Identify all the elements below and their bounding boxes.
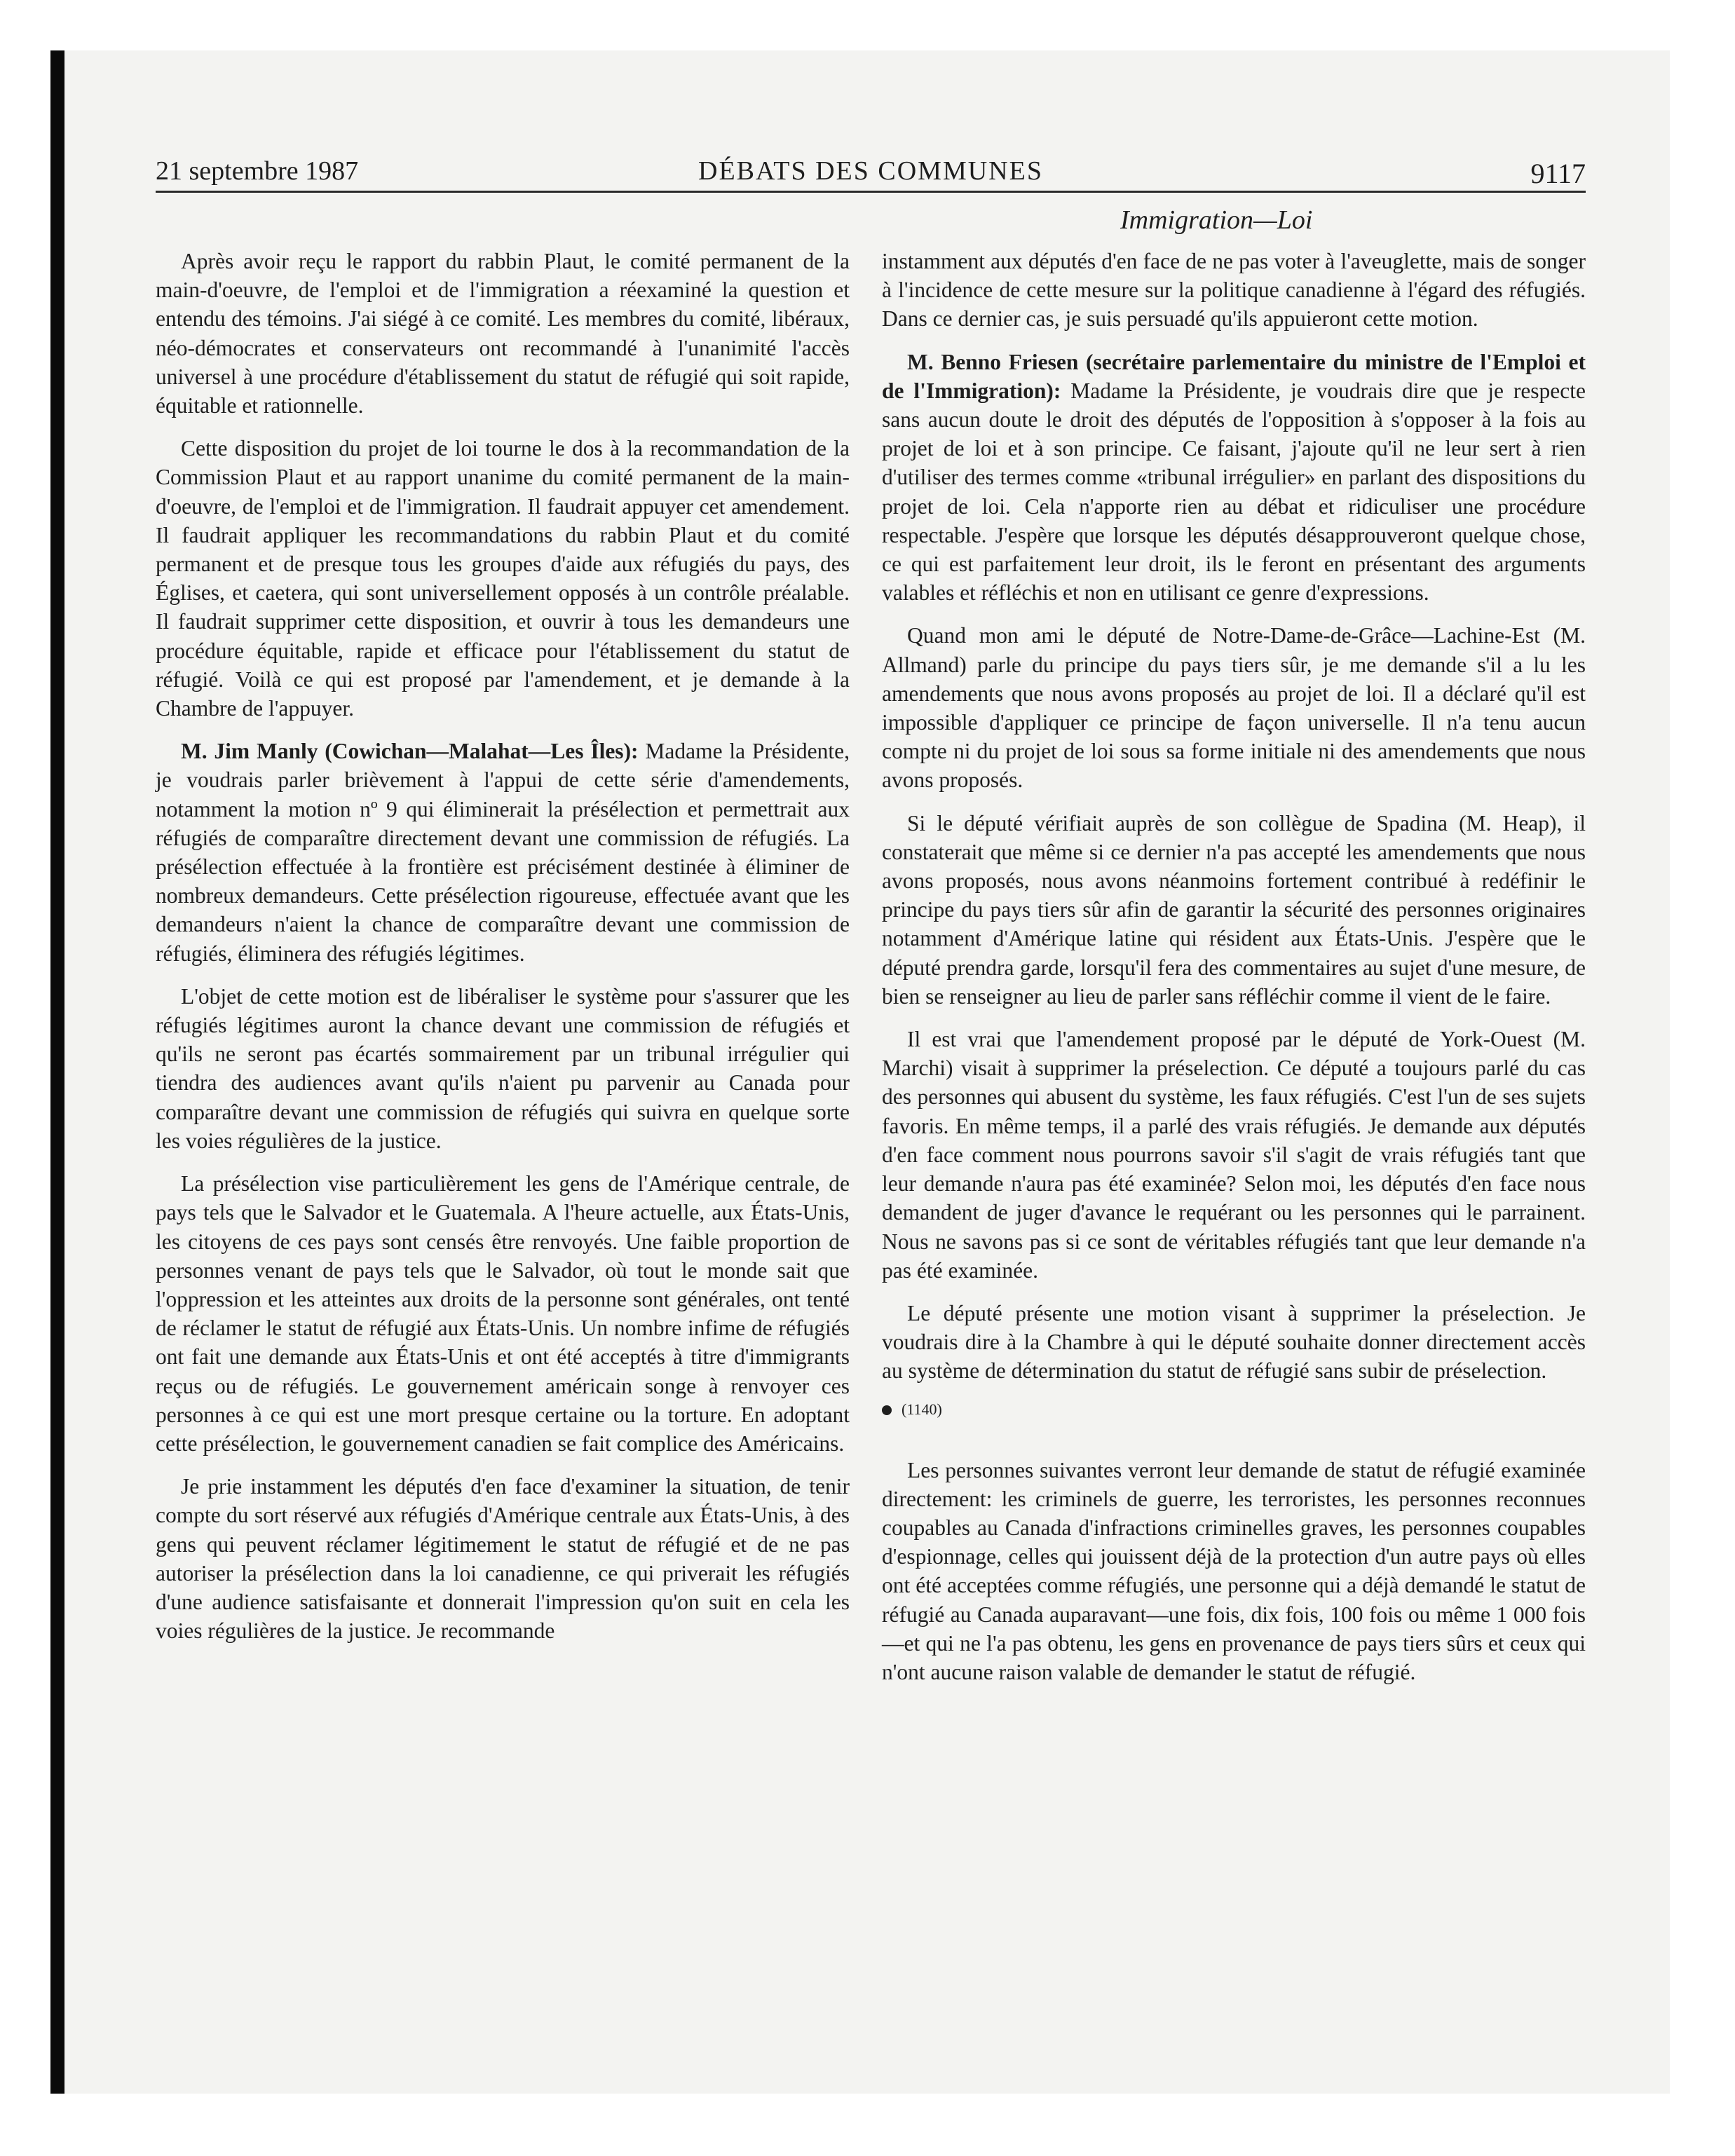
running-head [156,156,1586,193]
bullet-icon [882,1405,892,1415]
header-title: DÉBATS DES COMMUNES [698,156,1043,186]
paragraph: instamment aux députés d'en face de ne pas voter à l'aveuglette, mais de songer à l'incidence de cette mesure sur la politique canadienne à l'égard des réfugiés. Dans ce dernier cas, je suis persuadé qu'ils appuieront cette motion. [882,249,1586,332]
paragraph: Cette disposition du projet de loi tourne le dos à la recommandation de la Commission Plaut et au rapport unanime du comité permanent de la main-d'oeuvre, de l'emploi et de l'immigration. Il faudrait appuyer cet amendement. Il faudrait appliquer les recommandations du rabbin Plaut et du comité permanent et de presque tous les groupes d'aide aux réfugiés du pays, des Églises, et caetera, qui sont universellement opposés à un contrôle préalable. Il faudrait supprimer cette disposition, et ouvrir à tous les demandeurs une procédure équitable, rapide et efficace pour l'établissement du statut de réfugié. Voilà ce qui est proposé par l'amendement, et je demande à la Chambre de l'appuyer. [156,436,850,721]
speech-text: Madame la Présidente, je voudrais dire que je respecte sans aucun doute le droit des députés de l'opposition à s'opposer à la fois au projet de loi et à son principe. Ce faisant, j'ajoute qu'il ne leur sert à rien d'utiliser des termes comme «tribunal irrégulier» en parlant des dispositions du projet de loi. Cela n'apporte rien au débat et ridiculiser une procédure respectable. J'espère que lorsque les députés désapprouveront quelque chose, ce qui est parfaitement leur droit, ils le feront en présentant des arguments valables et réfléchis et non en utilisant ce genre d'expressions. [882,378,1586,606]
paragraph: Si le député vérifiait auprès de son collègue de Spadina (M. Heap), il constaterait que même si ce dernier n'a pas accepté les amendements que nous avons proposés, nous avons néanmoins fortement contribué à redéfinir le principe du pays tiers sûr afin de garantir la sécurité des personnes originaires notamment d'Amérique latine qui résident aux États-Unis. J'espère que le député prendra garde, lorsqu'il fera des commentaires au sujet d'une mesure, de bien se renseigner au lieu de parler sans réfléchir comme il vient de le faire. [882,810,1586,1009]
paragraph: L'objet de cette motion est de libéraliser le système pour s'assurer que les réfugiés légitimes auront la chance devant une commission de réfugiés et qu'ils ne seront pas écartés sommairement par un tribunal irrégulier qui tiendra des audiences avant qu'ils n'aient pu parvenir au Canada pour comparaître devant une commission de réfugiés qui suivra en quelque sorte les voies régulières de la justice. [156,983,850,1153]
paragraph [882,348,1586,608]
paragraph [156,737,850,968]
speaker-name: M. Jim Manly (Cowichan—Malahat—Les Îles): [181,739,639,764]
speaker-name: M. Benno Friesen (secrétaire parlementaire du ministre de l'Emploi et de l'Immigration): [882,349,1586,403]
left-column [156,247,850,1659]
paragraph: Il est vrai que l'amendement proposé par le député de York-Ouest (M. Marchi) visait à supprimer la préselection. Ce député a toujours parlé du cas des personnes qui abusent du système, les faux réfugiés. C'est l'un de ses sujets favoris. En même temps, il a parlé des vrais réfugiés. Je demande aux députés d'en face comment nous pourrons savoir s'il s'agit de vrais réfugiés tant que leur demande n'aura pas été examinée? Selon moi, les députés d'en face nous demandent de juger d'avance le requérant ou les personnes qui le parrainent. Nous ne savons pas si ce sont de véritables réfugiés tant que leur demande n'a pas été examinée. [882,1027,1586,1283]
paragraph: Après avoir reçu le rapport du rabbin Plaut, le comité permanent de la main-d'oeuvre, de l'emploi et de l'immigration a réexaminé la question et entendu des témoins. J'ai siégé à ce comité. Les membres du comité, libéraux, néo-démocrates et conservateurs ont recommandé à l'unanimité l'accès universel à une procédure d'établissement du statut de réfugié qui soit rapide, équitable et rationnelle. [156,249,850,418]
timestamp-marker [882,1400,1586,1419]
timestamp: (1140) [901,1400,942,1418]
paragraph: Le député présente une motion visant à supprimer la préselection. Je voudrais dire à la Chambre à qui le député souhaite donner directement accès au système de détermination du statut de réfugié sans subir de préselection. [882,1300,1586,1384]
paragraph: Quand mon ami le député de Notre-Dame-de-Grâce—Lachine-Est (M. Allmand) parle du principe du pays tiers sûr, je me demande s'il a lu les amendements que nous avons proposés au projet de loi. Il a déclaré qu'il est impossible d'appliquer ce principe de façon universelle. Il n'a tenu aucun compte ni du projet de loi sous sa forme initiale ni des amendements que nous avons proposés. [882,623,1586,793]
paragraph: Les personnes suivantes verront leur demande de statut de réfugié examinée directement: les criminels de guerre, les terroristes, les personnes reconnues coupables au Canada d'infractions criminelles graves, les personnes coupables d'espionnage, celles qui jouissent déjà de la protection d'un autre pays où elles ont été acceptées comme réfugiés, une personne qui a déjà demandé le statut de réfugié au Canada auparavant—une fois, dix fois, 100 fois ou même 1 000 fois—et qui ne l'a pas obtenu, les gens en provenance de pays tiers sûrs et ceux qui n'ont aucune raison valable de demander le statut de réfugié. [882,1457,1586,1684]
section-title: Immigration—Loi [1120,205,1313,235]
speech-text: Madame la Présidente, je voudrais parler brièvement à l'appui de cette série d'amendements, notamment la motion nº 9 qui éliminerait la présélection et permettrait aux réfugiés de comparaître directement devant une commission de réfugiés. La présélection effectuée à la frontière est précisément destinée à éliminer de nombreux demandeurs. Cette présélection rigoureuse, effectuée avant que les demandeurs n'aient la chance de comparaître devant une commission de réfugiés, éliminera des réfugiés légitimes. [156,739,850,966]
paragraph: La présélection vise particulièrement les gens de l'Amérique centrale, de pays tels que le Salvador et le Guatemala. A l'heure actuelle, aux États-Unis, les citoyens de ces pays sont censés être renvoyés. Une faible proportion de personnes venant de pays tels que le Salvador, où tout le monde sait que l'oppression et les atteintes aux droits de la personne sont générales, ont tenté de réclamer le statut de réfugié aux États-Unis. Un nombre infime de réfugiés ont fait une demande aux États-Unis et ont été acceptés à titre d'immigrants reçus ou de réfugiés. Le gouvernement américain songe à renvoyer ces personnes à ce qui est une mort presque certaine ou la torture. En adoptant cette présélection, le gouvernement canadien se fait complice des Américains. [156,1171,850,1456]
page-number: 9117 [1530,158,1586,189]
header-date: 21 septembre 1987 [156,156,359,186]
scan-edge [50,50,64,2094]
paragraph: Je prie instamment les députés d'en face d'examiner la situation, de tenir compte du sort réservé aux réfugiés d'Amérique centrale aux États-Unis, à des gens qui peuvent réclamer légitimement le statut de réfugié et de ne pas autoriser la présélection dans la loi canadienne, ce qui priverait les réfugiés d'une audience satisfaisante et donnerait l'impression qu'on suit en cela les voies régulières de la justice. Je recommande [156,1474,850,1644]
right-column [882,247,1586,1700]
